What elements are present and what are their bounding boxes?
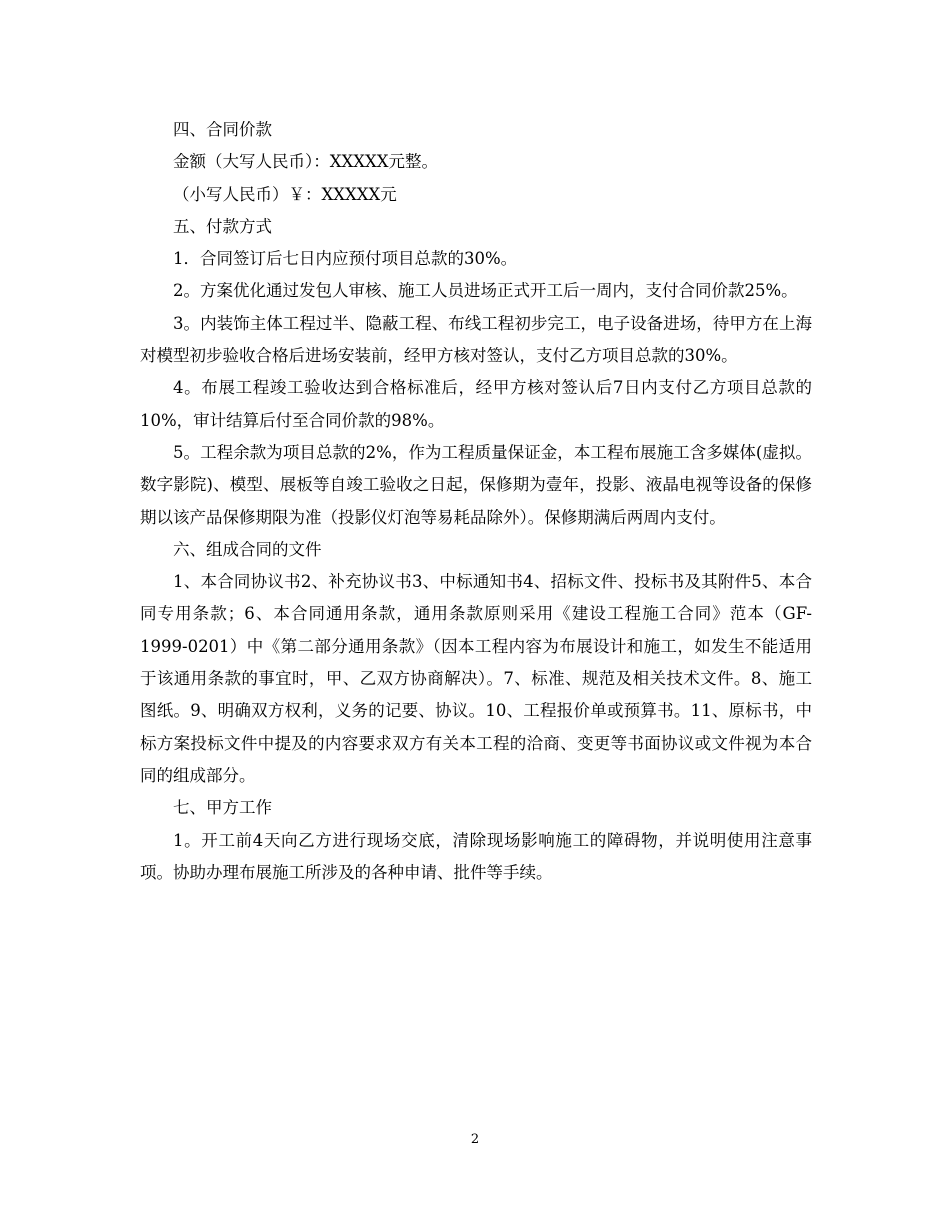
document-body <box>140 114 812 889</box>
payment-clause-4: 4。布展工程竣工验收达到合格标准后，经甲方核对签认后7日内支付乙方项目总款的10%，审计结算后付至合同价款的98%。 <box>140 378 812 430</box>
payment-clause-5: 5。工程余款为项目总款的2%，作为工程质量保证金，本工程布展施工含多媒体(虚拟。数字影院)、模型、展板等自竣工验收之日起，保修期为壹年，投影、液晶电视等设备的保修期以该产品保修期限为准（投影仪灯泡等易耗品除外）。保修期满后两周内支付。 <box>140 442 812 527</box>
section-heading-party-a: 七、甲方工作 <box>173 798 272 818</box>
page-number: 2 <box>470 1132 480 1147</box>
payment-clause-2: 2。方案优化通过发包人审核、施工人员进场正式开工后一周内，支付合同价款25%。 <box>173 281 798 301</box>
amount-capital-line: 金额（大写人民币）：XXXXX元整。 <box>173 152 438 172</box>
payment-clause-1: 1．合同签订后七日内应预付项目总款的30%。 <box>173 249 518 269</box>
section-heading-contract-price: 四、合同价款 <box>173 120 272 139</box>
amount-small-line: （小写人民币）￥：XXXXX元 <box>173 184 397 204</box>
documents-list-paragraph: 1、本合同协议书2、补充协议书3、中标通知书4、招标文件、投标书及其附件5、本合同专用条款；6、本合同通用条款，通用条款原则采用《建设工程施工合同》范本（GF-1999-0201）中《第二部分通用条款》（因本工程内容为布展设计和施工，如发生不能适用于该通用条款的事宜时，甲、乙双方协商解决）。7、标准、规范及相关技术文件。8、施工图纸。9、明确双方权利，义务的记要、协议。10、工程报价单或预算书。11、原标书，中标方案投标文件中提及的内容要求双方有关本工程的洽商、变更等书面协议或文件视为本合同的组成部分。 <box>140 572 812 785</box>
payment-clause-3: 3。内装饰主体工程过半、隐蔽工程、布线工程初步完工，电子设备进场，待甲方在上海对模型初步验收合格后进场安装前，经甲方核对签认，支付乙方项目总款的30%。 <box>140 313 812 366</box>
section-heading-documents: 六、组成合同的文件 <box>173 539 322 559</box>
party-a-clause-1: 1。开工前4天向乙方进行现场交底，清除现场影响施工的障碍物，并说明使用注意事项。协助办理布展施工所涉及的各种申请、批件等手续。 <box>140 830 812 882</box>
section-heading-payment: 五、付款方式 <box>173 216 272 236</box>
